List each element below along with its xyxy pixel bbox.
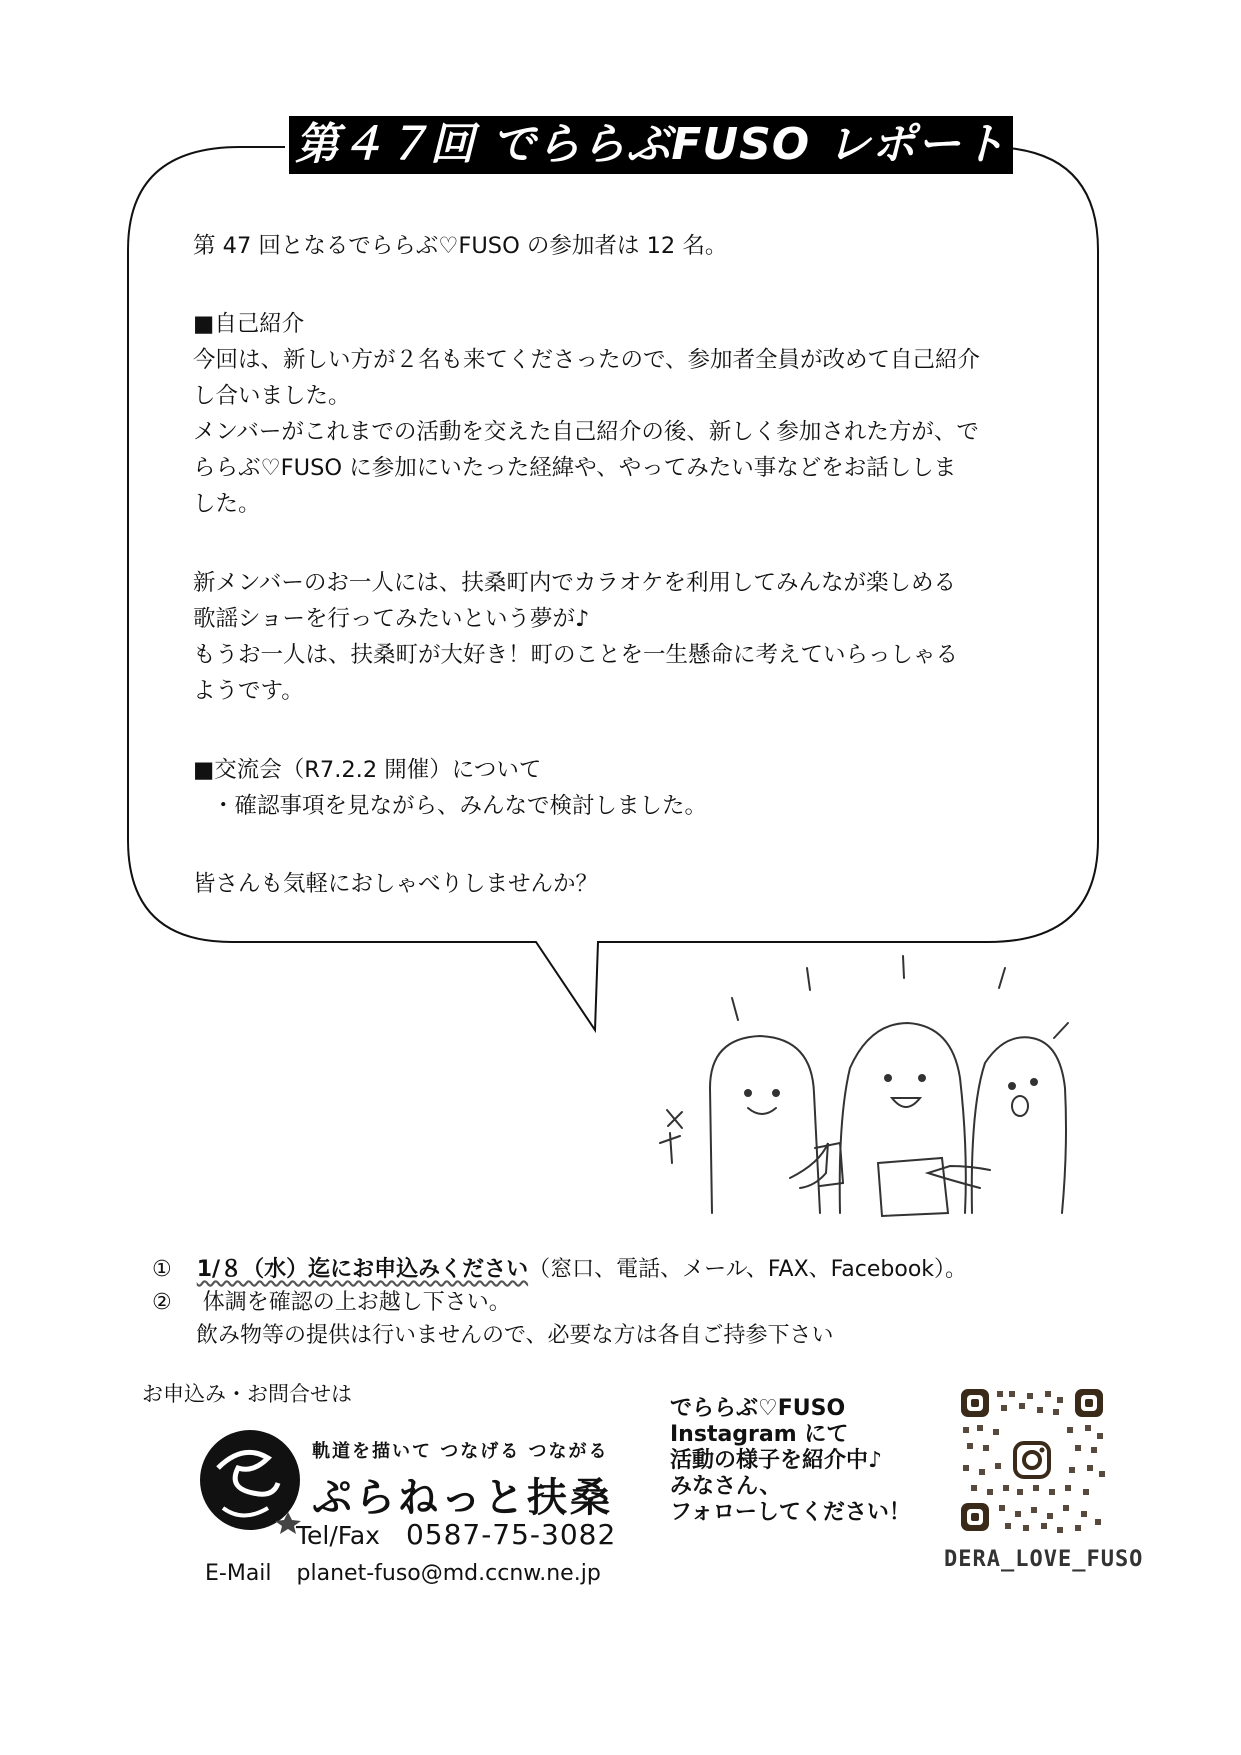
promo-line: Instagram にて [670, 1422, 849, 1447]
paragraph-line: し合いました。 [193, 383, 351, 409]
organization-name: ぷらねっと扶桑 [312, 1475, 613, 1521]
tel-number: 0587-75-3082 [405, 1518, 617, 1551]
paragraph-line: ようです。 [193, 678, 304, 704]
tel-label: Tel/Fax [296, 1521, 380, 1550]
page-title: 第４７回 でららぶFUSO レポート [289, 116, 1013, 174]
paragraph-line: メンバーがこれまでの活動を交えた自己紹介の後、新しく参加された方が、で [193, 419, 979, 445]
promo-line: みなさん、 [670, 1474, 782, 1499]
section-meeting-item: ・確認事項を見ながら、みんなで検討しました。 [212, 793, 708, 819]
paragraph-line: 新メンバーのお一人には、扶桑町内でカラオケを利用してみんなが楽しめる [193, 570, 956, 596]
paragraph-line: ららぶ♡FUSO に参加にいたった経緯や、やってみたい事などをお話ししま [193, 455, 957, 481]
deadline-text: 1/８（水）迄にお申込みください [196, 1257, 529, 1282]
instagram-handle: DERA_LOVE_FUSO [944, 1547, 1144, 1572]
paragraph-line: した。 [193, 491, 261, 517]
promo-line: でららぶ♡FUSO [670, 1396, 846, 1421]
email-address[interactable]: planet-fuso@md.ccnw.ne.jp [296, 1561, 601, 1586]
email-label: E-Mail [205, 1561, 272, 1586]
email [205, 1561, 601, 1586]
section-self-intro-heading: ■自己紹介 [193, 311, 305, 337]
note-2-line-2: 飲み物等の提供は行いませんので、必要な方は各自ご持参下さい [196, 1323, 834, 1348]
contact-heading: お申込み・お問合せは [142, 1382, 352, 1406]
promo-line: 活動の様子を紹介中♪ [670, 1448, 883, 1473]
note-marker: ② [152, 1290, 172, 1315]
note-marker: ① [152, 1257, 172, 1282]
instagram-qr-code[interactable] [957, 1385, 1107, 1535]
logo-tagline: 軌道を描いて つなげる つながる [312, 1441, 609, 1462]
paragraph-line: もうお一人は、扶桑町が大好き！町のことを一生懸命に考えていらっしゃる [193, 642, 959, 668]
note-1 [152, 1253, 967, 1286]
tel-fax [296, 1518, 616, 1551]
planet-logo-icon [198, 1428, 308, 1538]
note-2-line-1: 体調を確認の上お越し下さい。 [202, 1290, 511, 1315]
note-2 [152, 1286, 511, 1319]
report-intro: 第 47 回となるでららぶ♡FUSO の参加者は 12 名。 [193, 233, 728, 259]
three-people-illustration [650, 948, 1080, 1223]
section-meeting-heading: ■交流会（R7.2.2 開催）について [193, 757, 542, 783]
closing-line: 皆さんも気軽におしゃべりしませんか？ [193, 871, 599, 897]
paragraph-line: 歌謡ショーを行ってみたいという夢が♪ [193, 606, 590, 632]
promo-line: フォローしてください！ [670, 1500, 911, 1525]
application-methods: （窓口、電話、メール、FAX、Facebook）。 [528, 1257, 968, 1282]
paragraph-line: 今回は、新しい方が２名も来てくださったので、参加者全員が改めて自己紹介 [193, 347, 981, 373]
instagram-promo [670, 1396, 911, 1526]
